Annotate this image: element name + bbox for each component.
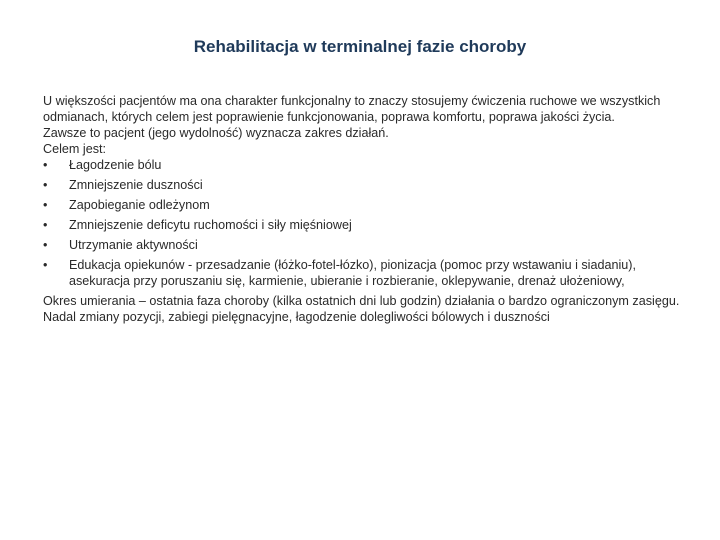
bullet-icon: • — [43, 158, 48, 172]
list-item-text: Łagodzenie bólu — [69, 158, 162, 172]
bullet-icon: • — [43, 238, 48, 252]
list-item-text: Zmniejszenie duszności — [69, 178, 203, 192]
list-item-text: Zapobieganie odleżynom — [69, 198, 210, 212]
bullet-icon: • — [43, 218, 48, 232]
intro-paragraph: U większości pacjentów ma ona charakter funkcjonalny to znaczy stosujemy ćwiczenia ruchowe we wszystkich odmianach, których celem jest poprawienie funkcjonowania, poprawa komfortu, poprawa jakości życia. — [43, 94, 661, 124]
slide-body — [43, 93, 683, 325]
list-item — [43, 197, 683, 213]
scope-paragraph: Zawsze to pacjent (jego wydolność) wyznacza zakres działań. — [43, 126, 389, 140]
bullet-icon: • — [43, 258, 48, 272]
list-item — [43, 257, 683, 289]
bullet-icon: • — [43, 198, 48, 212]
list-item-text: Edukacja opiekunów - przesadzanie (łóżko-fotel-łózko), pionizacja (pomoc przy wstawaniu i siadaniu), asekuracja przy poruszaniu się, karmienie, ubieranie i rozbieranie, oklepywanie, drenaż ułożeniowy, — [69, 258, 636, 288]
list-item-text: Utrzymanie aktywności — [69, 238, 198, 252]
goal-list — [43, 157, 683, 289]
list-item — [43, 157, 683, 173]
list-item — [43, 237, 683, 253]
closing-paragraph: Okres umierania – ostatnia faza choroby (kilka ostatnich dni lub godzin) działania o bardzo ograniczonym zasięgu. Nadal zmiany pozycji, zabiegi pielęgnacyjne, łagodzenie dolegliwości bólowych i duszności — [43, 294, 680, 324]
list-item-text: Zmniejszenie deficytu ruchomości i siły mięśniowej — [69, 218, 352, 232]
list-item — [43, 217, 683, 233]
list-item — [43, 177, 683, 193]
goal-label: Celem jest: — [43, 142, 106, 156]
bullet-icon: • — [43, 178, 48, 192]
slide-title: Rehabilitacja w terminalnej fazie choroby — [193, 37, 527, 56]
